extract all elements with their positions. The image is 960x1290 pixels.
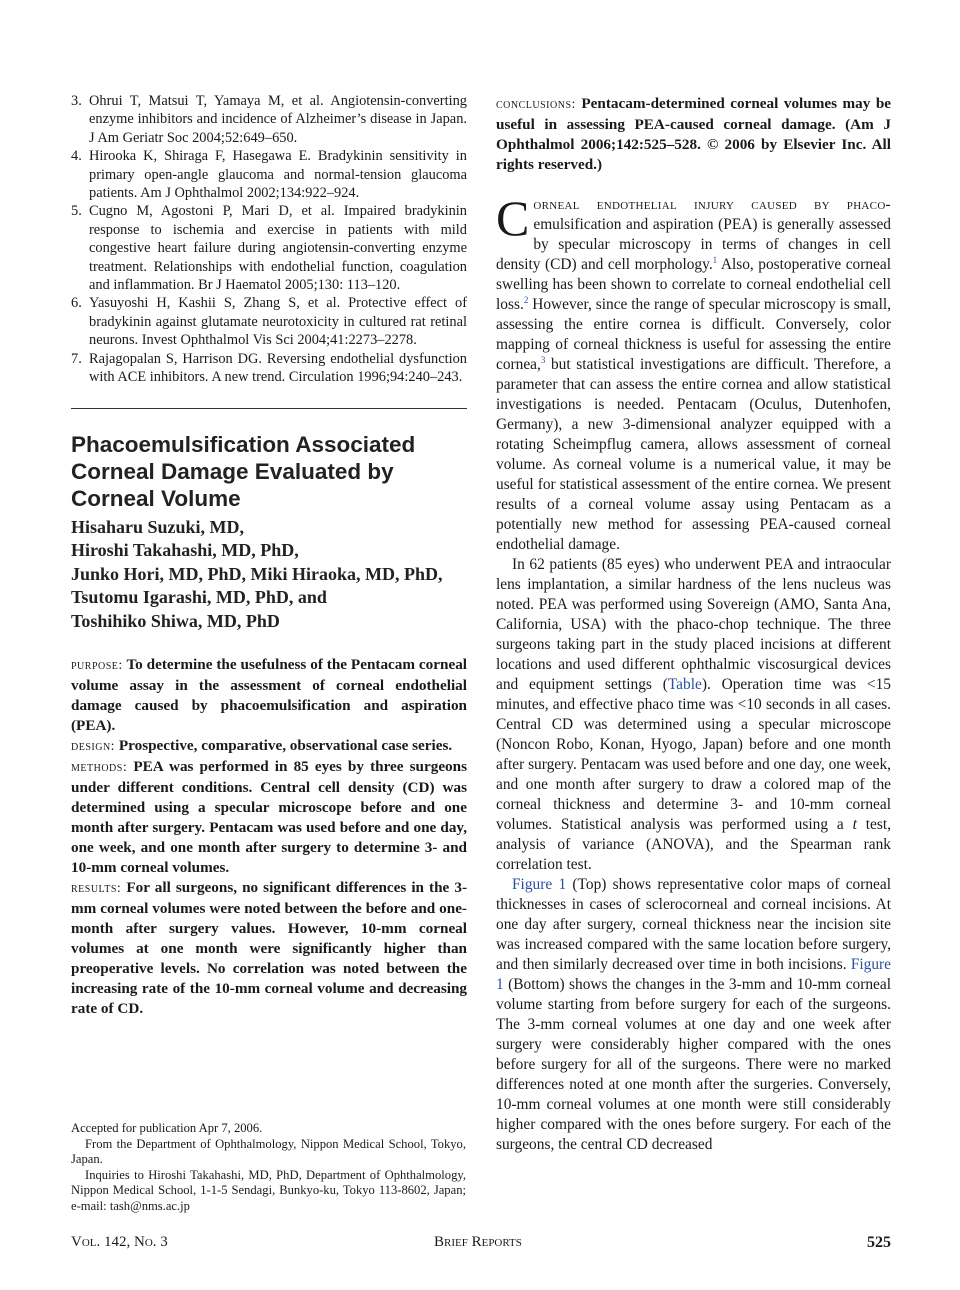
page-footer [71,1234,891,1256]
table-link[interactable]: Table [667,676,702,693]
author-list [71,516,467,634]
body-paragraph: Figure 1 (Top) shows representative color maps of corneal thicknesses in cases of sclerocorneal and corneal incisions. At one day after surgery, corneal thickness near the incision site was increased compared with the same location before surgery, and then similarly decreased over time in both incisions. Figure 1 (Bottom) shows the changes in the 3-mm and 10-mm corneal volume starting from before surgery for each of the surgeons. The 3-mm corneal volumes at one day and one week after surgery were considerably higher compared with the ones before surgery for all of the surgeons. There were no marked differences noted at one month after the surgeries. Conversely, 10-mm corneal volumes at one month were still considerably higher compared with the ones before surgery. For each of the surgeons, the central CD decreased [496,876,891,1153]
footnote-inquiries: Inquiries to Hiroshi Takahashi, MD, PhD, Department of Ophthalmology, Nippon Medical School, 1-1-5 Sendagi, Bunkyo-ku, Tokyo 113-8602, Japan; e-mail: tash@nms.ac.jp [71,1167,466,1213]
abstract-results: results: For all surgeons, no significant differences in the 3-mm corneal volumes were noted between the before and one-month after surgery values. However, 10-mm corneal volumes at one month were significantly higher than preoperative levels. No correlation was noted between the increasing rate of the 10-mm corneal volume and decreasing rate of CD. [71,879,468,1017]
abstract [71,655,467,1019]
abstract-purpose: purpose: To determine the usefulness of the Pentacam corneal volume assay in the assessment of corneal endothelial damage caused by phacoemulsification and aspiration (PEA). [71,656,468,734]
abstract-conclusions: conclusions: Pentacam-determined corneal volumes may be useful in assessing PEA-caused corneal damage. (Am J Ophthalmol 2006;142:525–528. © 2006 by Elsevier Inc. All rights reserved.) [496,95,892,173]
figure-link[interactable]: Figure 1 [512,876,567,893]
section-name: Brief Reports [434,1234,522,1250]
author-line: Hiroshi Takahashi, MD, PhD, [71,540,299,560]
drop-cap: C [496,190,530,246]
right-column [496,94,891,1155]
body-paragraph: In 62 patients (85 eyes) who underwent PEA and intraocular lens implantation, a similar hardness of the lens nucleus was noted. PEA was performed using Sovereign (AMO, Santa Ana, California, USA) with the phaco-chop technique. The three surgeons taking part in the study placed incisions at different locations and used different ophthalmic viscosurgical devices and equipment settings (Table). Operation time was <15 minutes, and effective phaco time was <10 seconds in all cases. Central CD was determined using a specular microscope (Noncon Robo, Konan, Hyogo, Japan) before and one month after surgery. Pentacam was used before and one day, one week, and one month after surgery to draw a colored map of the corneal thickness and determine 3- and 10-mm corneal volumes. Statistical analysis was performed using a t test, analysis of variance (ANOVA), and the Spearman rank correlation test. [496,556,892,873]
citation-link[interactable]: 2 [523,294,529,305]
author-line: Tsutomu Igarashi, MD, PhD, and [71,587,327,607]
abstract-design: design: Prospective, comparative, observational case series. [71,737,453,754]
reference-list [71,92,467,387]
abstract-methods: methods: PEA was performed in 85 eyes by three surgeons under different conditions. Central cell density (CD) was determined using a specular microscope before and one month after surgery. Pentacam was used before and one day, one week, and one month after surgery to determine 3- and 10-mm corneal volumes. [71,758,468,876]
citation-link[interactable]: 3 [540,354,546,365]
reference-item: 4. Hirooka K, Shiraga F, Hasegawa E. Bradykinin sensitivity in primary open-angle glaucoma and normal-tension glaucoma patients. Am J Ophthalmol 2002;134:922–924. [71,148,467,202]
reference-item: 3. Ohrui T, Matsui T, Yamaya M, et al. Angiotensin-converting enzyme inhibitors and incidence of Alzheimer’s disease in Japan. J Am Geriatr Soc 2004;52:649–650. [71,93,467,146]
left-column [71,92,467,1019]
journal-volume: Vol. 142, No. 3 [71,1234,168,1250]
citation-link[interactable]: 1 [712,254,718,265]
reference-item: 5. Cugno M, Agostoni P, Mari D, et al. Impaired bradykinin response to ischemia and exercise in patients with mild congestive heart failure during angiotensin-converting enzyme treatment. Relationships with endothelial function, coagulation and inflammation. Br J Haematol 2005;130: 113–120. [71,203,467,294]
footnotes [71,1121,466,1215]
body-paragraph: Corneal endothelial injury caused by phaco- emulsification and aspiration (PEA) is generally assessed by specular microscopy in terms of changes in cell density (CD) and cell morphology.$^1$ Also, postoperative corneal swelling has been shown to correlate to corneal endothelial cell loss.$^2$ However, since the range of specular microscopy is small, assessing the entire cornea is difficult. Conversely, color mapping of corneal thickness is useful for assessing the entire cornea,$^3$ but statistical investigations are difficult. Therefore, a parameter that can assess the entire cornea and allow statistical investigations is needed. Pentacam (Oculus, Dutenhofen, Germany), a new 3-dimensional analyzer equipped with a rotating Scheimpflug camera, allows assessment of corneal volume. As corneal volume is a numerical value, it may be useful for statistical assessment of the entire cornea. We present results of a corneal volume assay using Pentacam as a potentially new method for assessing PEA-caused corneal endothelial damage. [496,190,891,553]
author-line: Junko Hori, MD, PhD, Miki Hiraoka, MD, PhD, [71,563,443,584]
article-title: Phacoemulsification Associated Corneal Damage Evaluated by Corneal Volume [71,431,416,511]
section-divider [71,408,467,409]
reference-item: 7. Rajagopalan S, Harrison DG. Reversing endothelial dysfunction with ACE inhibitors. A new trend. Circulation 1996;94:240–243. [71,350,467,386]
author-line: Hisaharu Suzuki, MD, [71,516,245,537]
footnote-accepted: Accepted for publication Apr 7, 2006. [71,1121,263,1135]
footnote-affiliation: From the Department of Ophthalmology, Nippon Medical School, Tokyo, Japan. [71,1136,466,1167]
author-line: Toshihiko Shiwa, MD, PhD [71,610,280,631]
page-number: 525 [867,1234,891,1251]
figure-link[interactable]: Figure 1 [496,956,891,993]
reference-item: 6. Yasuyoshi H, Kashii S, Zhang S, et al. Protective effect of bradykinin against glutamate neurotoxicity in cultured rat retinal neurons. Invest Ophthalmol Vis Sci 2004;41:2273–2278. [71,295,467,349]
